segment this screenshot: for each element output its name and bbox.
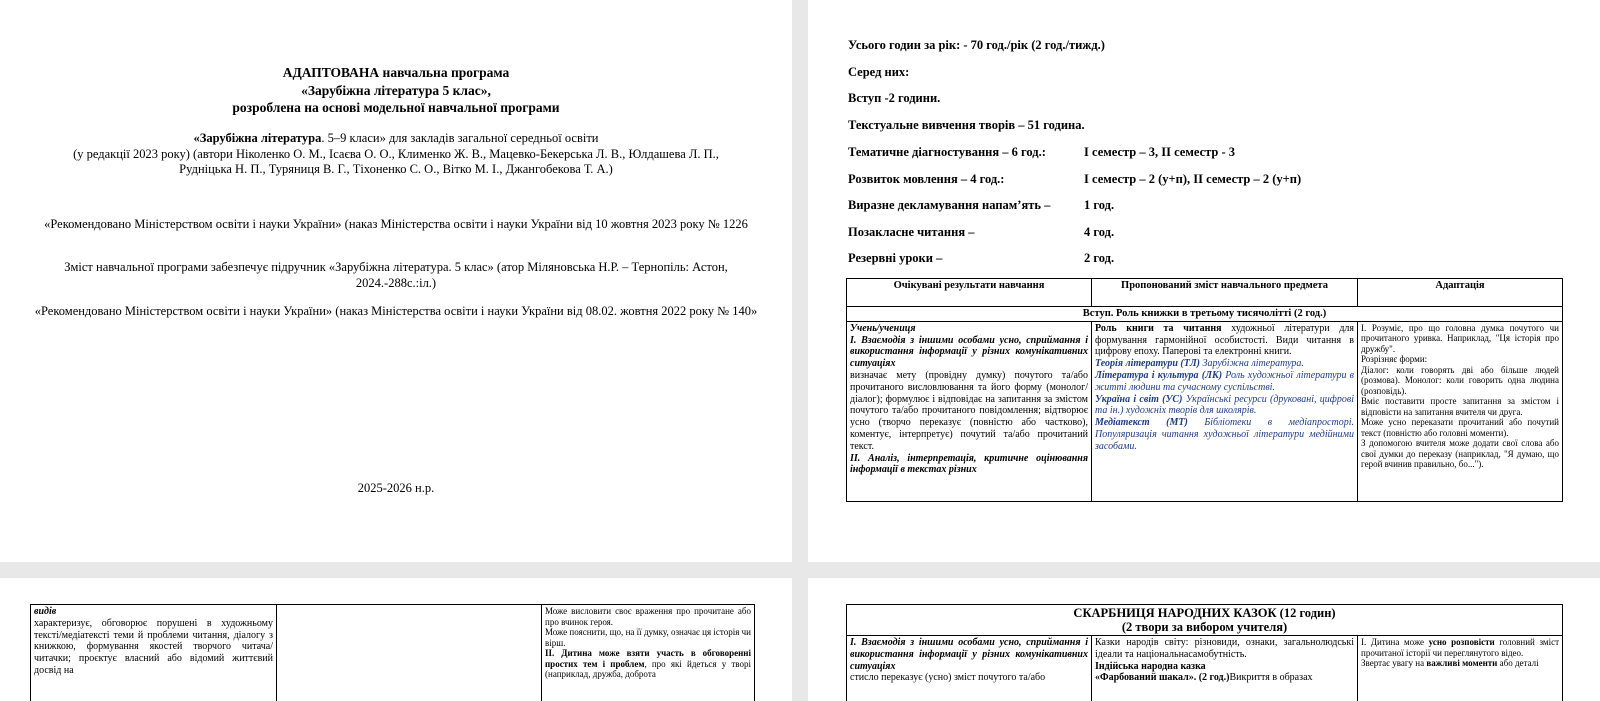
textbook-note: Зміст навчальної програми забезпечує підручник «Зарубіжна література. 5 клас» (атор Міляновська Н.Р. – Тернопіль: Астон, 2024.-288с.:іл.) xyxy=(64,260,728,290)
adaptation-text: , про які йдеться у творі (наприклад, дружба, доброта xyxy=(545,658,751,679)
recommendation-1: «Рекомендовано Міністерством освіти і науки України» (наказ Міністерства освіти і науки України від 10 жовтня 2023 року № 1226 xyxy=(44,217,748,231)
outcomes-cell xyxy=(847,321,1092,501)
content-cell xyxy=(1092,321,1358,501)
intro-hours: Вступ -2 години. xyxy=(848,91,941,105)
hours-label: Тематичне діагностування – 6 год.: xyxy=(848,145,1046,159)
title-line-1: АДАПТОВАНА навчальна програма xyxy=(282,65,510,80)
col-header-content: Пропонований зміст навчального предмета xyxy=(1092,279,1358,307)
table-row xyxy=(31,605,755,701)
us-label: Україна і світ (УС) xyxy=(1095,393,1183,405)
hours-value: І семестр – 3, ІІ семестр - 3 xyxy=(1084,145,1236,159)
recommendation-2: «Рекомендовано Міністерством освіти і науки України» (наказ Міністерства освіти і науки України від 08.02. жовтня 2022 року № 140» xyxy=(34,304,758,318)
outcome-text: характеризує, обговорює порушені в художньому тексті/медіатексті теми й проблеми читання, діалогу з книжкою, формування якостей творчого читача/читачки; проєктує власний або відомий життєвий досвід на xyxy=(34,617,273,676)
adaptation-text: Звертає увагу на xyxy=(1361,658,1427,668)
section-row xyxy=(847,605,1563,636)
hours-value: 4 год. xyxy=(1084,225,1115,239)
adaptation-text: Може висловити своє враження про прочитане або про вчинок героя. xyxy=(545,606,751,627)
authors-line-2: Рудніцька Н. П., Туряниця В. Г., Тіхоненко С. О., Вітко М. І., Джангобекова Т. А.) xyxy=(179,162,613,176)
outcomes-cell xyxy=(31,605,277,701)
table-row xyxy=(847,636,1563,701)
mt-label: Медіатекст (МТ) xyxy=(1095,417,1188,429)
content-text: Викриття в образах xyxy=(1229,672,1313,684)
program-authors xyxy=(0,131,792,178)
outcomes-cell xyxy=(847,636,1092,701)
authors-line-1: (у редакції 2023 року) (автори Ніколенко О. М., Ісаєва О. О., Клименко Ж. В., Мацевко-Бекерська Л. В., Юлдашева Л. П., xyxy=(73,146,719,161)
us-text: Українські ресурси (друковані, цифрові та ін.) художніх творів для школярів. xyxy=(1095,393,1354,417)
lk-label: Література і культура (ЛК) xyxy=(1095,369,1223,381)
academic-year: 2025-2026 н.р. xyxy=(357,481,435,495)
adaptation-bold: усно розповісти xyxy=(1428,637,1495,647)
mt-text: Бібліотеки в медіапросторі. Популяризація читання художньої літератури медійними засобами. xyxy=(1095,417,1354,452)
outcome-text: визначає мету (провідну думку) почутого та/або прочитаного висловлювання та його форму (монолог/діалог); формулює і відповідає на запитання за змістом почутого та/або прочитаного повідомлення; відтворює усно (творчо переказує (повністю або частково), коментує, інтерпретує) почутий та/або прочитаний текст. xyxy=(850,369,1088,452)
col-header-outcomes: Очікувані результати навчання xyxy=(847,279,1092,307)
hours-label: Виразне декламування напам’ять – xyxy=(848,198,1051,212)
title-line-3: розроблена на основі модельної навчальної програми xyxy=(232,100,560,115)
content-text: художньої літератури для формування гармонійної особистості. Види читання в цифрову епоху. Паперові та електронні книги. xyxy=(1095,322,1354,358)
among-them: Серед них: xyxy=(848,65,910,79)
adaptation-text: ІІ. Дитина може взяти участь в обговоренні простих xyxy=(545,648,751,669)
fairy-tales-table xyxy=(846,604,1563,701)
hours-value: 1 год. xyxy=(1084,198,1115,212)
program-title xyxy=(0,64,792,117)
document-page-3 xyxy=(0,578,792,701)
content-cell xyxy=(277,605,542,701)
tl-label: Теорія літератури (ТЛ) xyxy=(1095,358,1201,370)
outcome-heading: І. Взаємодія з іншими особами усно, сприймання і використання інформації у різних комунікативних ситуаціях xyxy=(850,637,1088,672)
content-bold: Роль книги та читання xyxy=(1095,322,1222,334)
curriculum-table xyxy=(846,278,1563,502)
outcome-heading-2: ІІ. Аналіз, інтерпретація, критичне оцінювання інформації в текстах різних xyxy=(850,452,1088,476)
adaptation-text: головний зміст прочитаної історії чи переглянутого відео. xyxy=(1361,637,1560,658)
outcome-heading: І. Взаємодія з іншими особами усно, сприймання і використання інформації у різних комунікативних ситуаціях xyxy=(850,334,1088,370)
tl-text: Зарубіжна література. xyxy=(1200,358,1304,370)
section-title-line-2: (2 твори за вибором учителя) xyxy=(1121,620,1288,634)
hours-label: Позакласне читання – xyxy=(848,225,975,239)
section-row xyxy=(847,307,1563,322)
adaptation-text: Вміє поставити просте запитання за змістом і відповісти на запитання вчителя чи друга. xyxy=(1361,396,1559,417)
adaptation-cell xyxy=(1358,636,1563,701)
total-hours: Усього годин за рік: - 70 год./рік (2 год./тижд.) xyxy=(848,38,1105,52)
program-scope: . 5–9 класи» для закладів загальної середньої освіти xyxy=(321,131,599,145)
adaptation-text: Може пояснити, що, на її думку, означає ця історія чи вірш. xyxy=(545,627,751,648)
content-bold: «Фарбований шакал». (2 год.) xyxy=(1095,672,1230,684)
adaptation-text: Розрізняє форми: xyxy=(1361,354,1428,365)
adaptation-text: Діалог: коли говорять дві або більше людей (розмова). Монолог: коли говорить одна людина (розповідь). xyxy=(1361,364,1559,396)
outcome-text: стисло переказує (усно) зміст почутого та/або xyxy=(850,672,1046,684)
document-page-2 xyxy=(808,0,1600,562)
adaptation-bold: важливі моменти xyxy=(1426,658,1498,668)
adaptation-text: Може усно переказати прочитаний або почутий текст (повністю або головні моменти). xyxy=(1361,417,1559,438)
adaptation-bold: тем і проблем xyxy=(582,658,645,669)
content-bold: Індійська народна казка xyxy=(1095,660,1206,672)
document-page-4 xyxy=(808,578,1600,701)
section-title-line-1: СКАРБНИЦЯ НАРОДНИХ КАЗОК (12 годин) xyxy=(1073,606,1336,620)
student-label: Учень/учениця xyxy=(850,322,916,334)
section-title xyxy=(847,605,1563,636)
hours-value: 2 год. xyxy=(1084,251,1115,265)
textual-hours: Текстуальне вивчення творів – 51 година. xyxy=(848,118,1085,132)
hours-label: Резервні уроки – xyxy=(848,251,943,265)
title-line-2: «Зарубіжна література 5 клас», xyxy=(301,82,491,98)
adaptation-text: З допомогою вчителя може додати свої слова або свої думки до переказу (наприклад, "Я думаю, що герой вчинив правильно, бо..."). xyxy=(1361,438,1559,470)
section-title: Вступ. Роль книжки в третьому тисячолітті (2 год.) xyxy=(847,307,1563,322)
col-header-adaptation: Адаптація xyxy=(1358,279,1563,307)
hours-label: Розвиток мовлення – 4 год.: xyxy=(848,172,1005,186)
adaptation-text: або деталі xyxy=(1497,658,1539,668)
program-name: «Зарубіжна література xyxy=(193,131,322,145)
table-row xyxy=(847,321,1563,501)
adaptation-cell xyxy=(1358,321,1563,501)
curriculum-table-continued xyxy=(30,604,755,701)
document-page-1 xyxy=(0,0,792,562)
content-cell xyxy=(1092,636,1358,701)
outcome-heading-cont: видів xyxy=(34,606,57,617)
lk-text: Роль художньої літератури в житті людини та сучасному суспільстві. xyxy=(1095,369,1354,393)
content-text: Казки народів світу: різновиди, ознаки, загальнолюдські ідеали та національнасамобутність. xyxy=(1095,637,1354,660)
adaptation-cell xyxy=(542,605,755,701)
table-header-row xyxy=(847,279,1563,307)
adaptation-text: І. Дитина може xyxy=(1361,637,1429,647)
hours-value: І семестр – 2 (у+п), ІІ семестр – 2 (у+п) xyxy=(1084,172,1302,186)
adaptation-text: І. Розуміє, про що головна думка почутого чи прочитаного уривка. Наприклад, "Ця історія про дружбу". xyxy=(1361,322,1559,354)
